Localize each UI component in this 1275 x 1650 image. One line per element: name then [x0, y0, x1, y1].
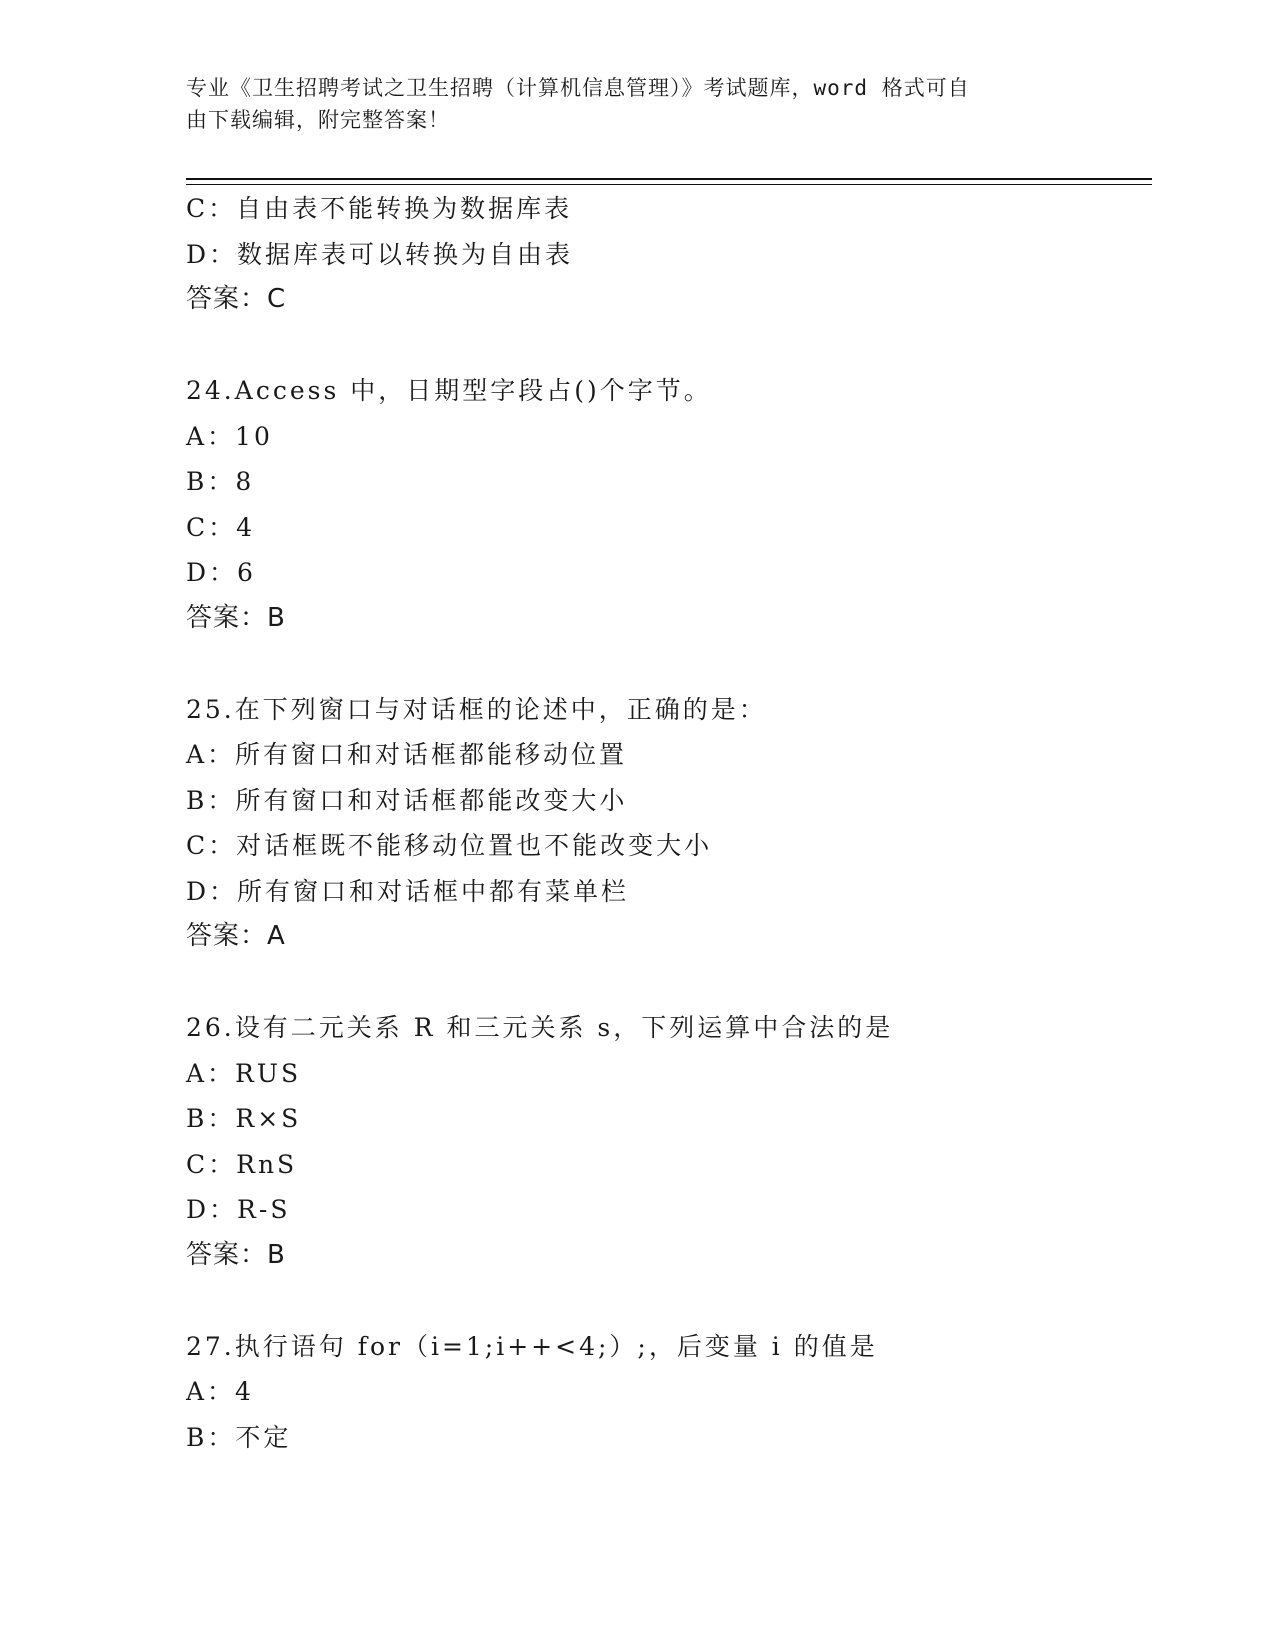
option-a: A：4	[186, 1377, 254, 1406]
option-b: B：8	[186, 467, 255, 496]
option-c: C：自由表不能转换为数据库表	[186, 194, 573, 223]
option-b: B：所有窗口和对话框都能改变大小	[186, 785, 628, 815]
header-divider-thick	[186, 178, 1152, 180]
question-stem: 26.设有二元关系 R 和三元关系 s，下列运算中合法的是	[186, 1013, 894, 1042]
header-divider-thin	[186, 184, 1152, 185]
header-line-2: 由下载编辑，附完整答案！	[186, 108, 450, 132]
option-a: A：10	[186, 421, 273, 451]
option-d: D：6	[186, 558, 256, 587]
question-stem: 24.Access 中，日期型字段占()个字节。	[186, 376, 712, 405]
answer: 答案：B	[186, 1239, 286, 1270]
option-a: A：所有窗口和对话框都能移动位置	[186, 740, 628, 769]
option-a: A：RUS	[186, 1058, 302, 1088]
question-stem: 25.在下列窗口与对话框的论述中，正确的是：	[186, 694, 767, 724]
option-b: B：不定	[186, 1422, 292, 1452]
question-stem: 27.执行语句 for（i=1;i++<4;）;，后变量 i 的值是	[186, 1331, 878, 1361]
option-b: B：R×S	[186, 1104, 302, 1133]
document-header	[186, 72, 1066, 136]
option-d: D：数据库表可以转换为自由表	[186, 239, 574, 269]
option-d: D：所有窗口和对话框中都有菜单栏	[186, 876, 630, 906]
answer: 答案：B	[186, 602, 286, 633]
option-c: C：4	[186, 512, 256, 542]
question-list	[186, 186, 1146, 1460]
answer: 答案：A	[186, 921, 286, 951]
option-d: D：R-S	[186, 1195, 291, 1224]
header-line-1: 专业《卫生招聘考试之卫生招聘（计算机信息管理）》考试题库，word 格式可自	[186, 76, 970, 100]
answer: 答案：C	[186, 284, 287, 314]
option-c: C：RnS	[186, 1149, 298, 1179]
option-c: C：对话框既不能移动位置也不能改变大小	[186, 831, 713, 860]
